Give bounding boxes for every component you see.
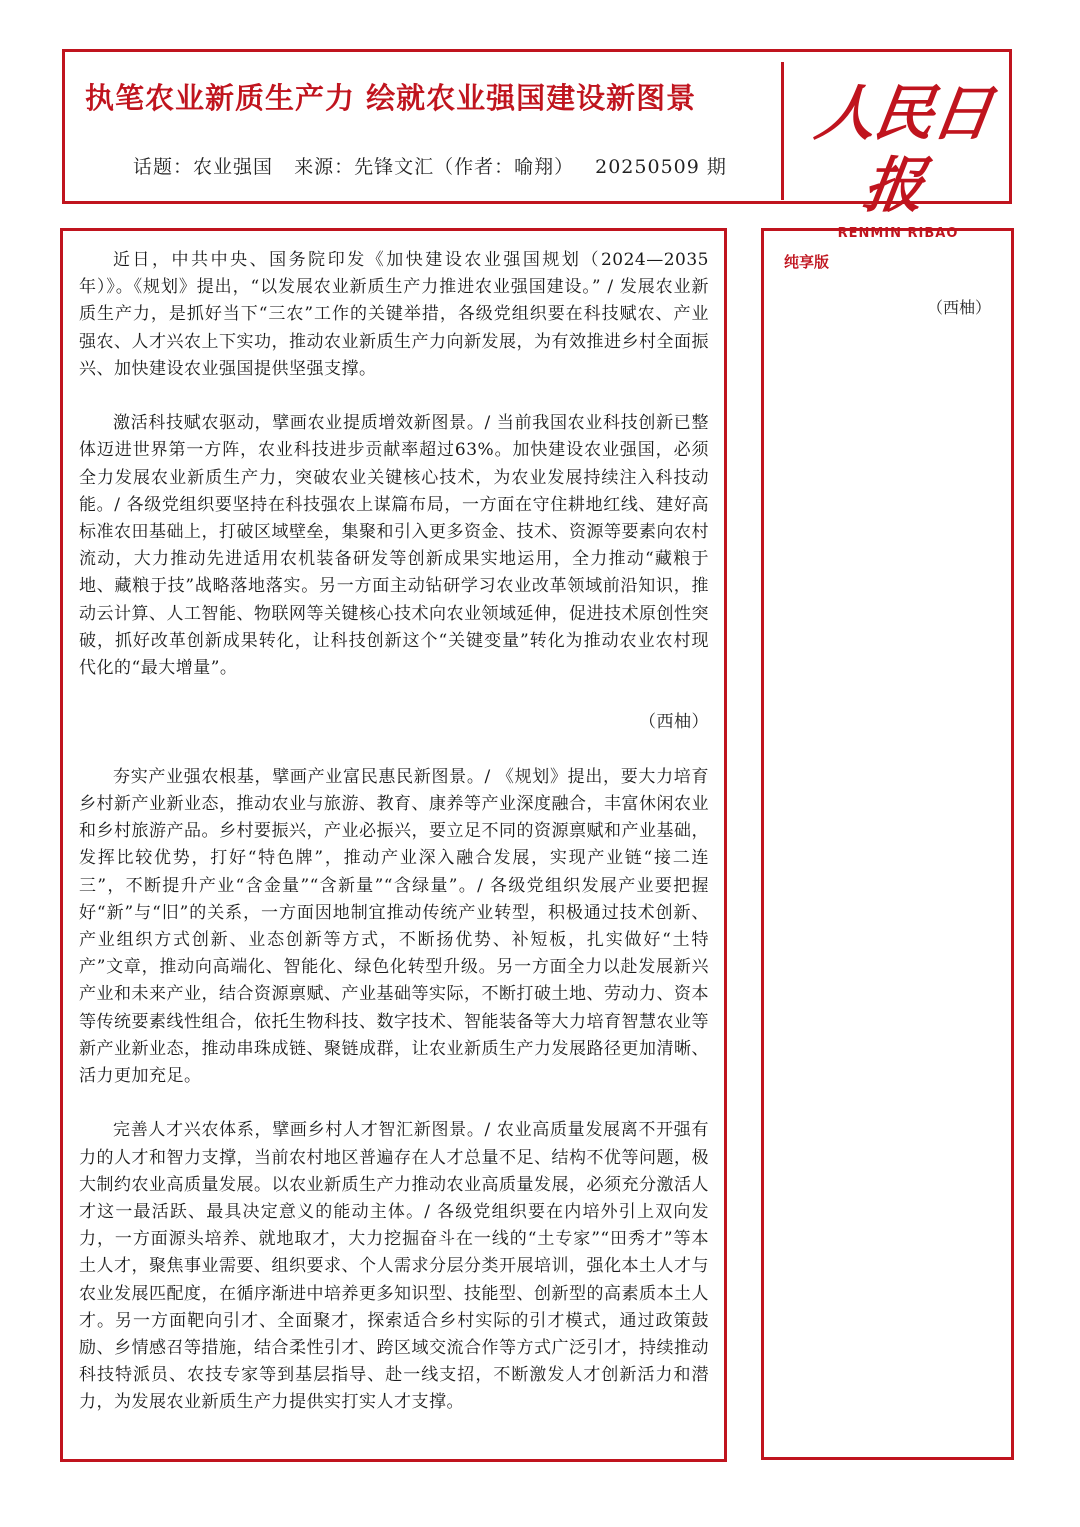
header-banner — [62, 49, 1012, 241]
logo-text: 人民日报 — [811, 79, 995, 221]
article-paragraph: 夯实产业强农根基，擘画产业富民惠民新图景。/ 《规划》提出，要大力培育乡村新产业新业态，推动农业与旅游、教育、康养等产业深度融合，丰富休闲农业和乡村旅游产品。乡村要振兴，产业必振兴，要立足不同的资源禀赋和产业基础，发挥比较优势，打好“特色牌”，推动产业深入融合发展，实现产业链“接二连三”，不断提升产业“含金量”“含新量”“含绿量”。/ 各级党组织发展产业要把握好“新”与“旧”的关系，一方面因地制宜推动传统产业转型，积极通过技术创新、产业组织方式创新、业态创新等方式，不断扬优势、补短板，扎实做好“土特产”文章，推动向高端化、智能化、绿色化转型升级。另一方面全力以赴发展新兴产业和未来产业，结合资源禀赋、产业基础等实际，不断打破土地、劳动力、资本等传统要素线性组合，依托生物科技、数字技术、智能装备等大力培育智慧农业等新产业新业态，推动串珠成链、聚链成群，让农业新质生产力发展路径更加清晰、活力更加充足。 — [79, 766, 709, 1087]
sidebar-label: 纯享版 — [784, 253, 830, 271]
article-paragraph: 完善人才兴农体系，擘画乡村人才智汇新图景。/ 农业高质量发展离不开强有力的人才和智力支撑，当前农村地区普遍存在人才总量不足、结构不优等问题，极大制约农业高质量发展。以农业新质生产力推动农业高质量发展，必须充分激活人才这一最活跃、最具决定意义的能动主体。/ 各级党组织要在内培外引上双向发力，一方面源头培养、就地取才，大力挖掘奋斗在一线的“土专家”“田秀才”等本土人才，聚焦事业需要、组织要求、个人需求分层分类开展培训，强化本土人才与农业发展匹配度，在循序渐进中培养更多知识型、技能型、创新型的高素质本土人才。另一方面靶向引才、全面聚才，探索适合乡村实际的引才模式，通过政策鼓励、乡情感召等措施，结合柔性引才、跨区域交流合作等方式广泛引才，持续推动科技特派员、农技专家等到基层指导、赴一线支招，不断激发人才创新活力和潜力，为发展农业新质生产力提供实打实人才支撑。 — [79, 1120, 709, 1413]
header-divider — [781, 62, 784, 200]
article-paragraph — [79, 410, 709, 682]
headline: 执笔农业新质生产力 绘就农业强国建设新图景 — [85, 81, 697, 115]
paragraph-text: 激活科技赋农驱动，擘画农业提质增效新图景。/ 当前我国农业科技创新已整体迈进世界第一方阵，农业科技进步贡献率超过63%。加快建设农业强国，必须全力发展农业新质生产力，突破农业关键核心技术，为农业发展持续注入科技动能。/ 各级党组织要坚持在科技强农上谋篇布局，一方面在守住耕地红线、建好高标准农田基础上，打破区域壁垒，集聚和引入更多资金、技术、资源等要素向农村流动，大力推动先进适用农机装备研发等创新成果实地运用，全力推动“藏粮于地、藏粮于技”战略落地落实。另一方面主动钻研学习农业改革领域前沿知识，推动云计算、人工智能、物联网等关键核心技术向农业领域延伸，促进技术原创性突破，抓好改革创新成果转化，让科技创新这个“关键变量”转化为推动农业农村现代化的“最大增量”。 — [79, 413, 709, 679]
logo-subtext: RENMIN RIBAO — [837, 226, 959, 241]
source-label: 来源：先锋文汇（作者：喻翔） — [294, 156, 575, 178]
topic-label: 话题：农业强国 — [133, 156, 274, 178]
article-body — [79, 247, 709, 1444]
sidebar-signoff: （西柚） — [926, 298, 991, 317]
meta-line — [133, 152, 741, 179]
newspaper-logo — [793, 66, 1003, 241]
article-signoff: （西柚） — [639, 712, 709, 733]
article-panel — [60, 228, 727, 1462]
article-paragraph: 近日，中共中央、国务院印发《加快建设农业强国规划（2024—2035年）》。《规划》提出，“以发展农业新质生产力推进农业强国建设。” / 发展农业新质生产力，是抓好当下“三农”工作的关键举措，各级党组织要在科技赋农、产业强农、人才兴农上下实功，推动农业新质生产力向新发展，为有效推进乡村全面振兴、加快建设农业强国提供坚强支撑。 — [79, 250, 709, 379]
sidebar-panel — [761, 228, 1014, 1460]
issue-label: 20250509 期 — [595, 156, 727, 178]
